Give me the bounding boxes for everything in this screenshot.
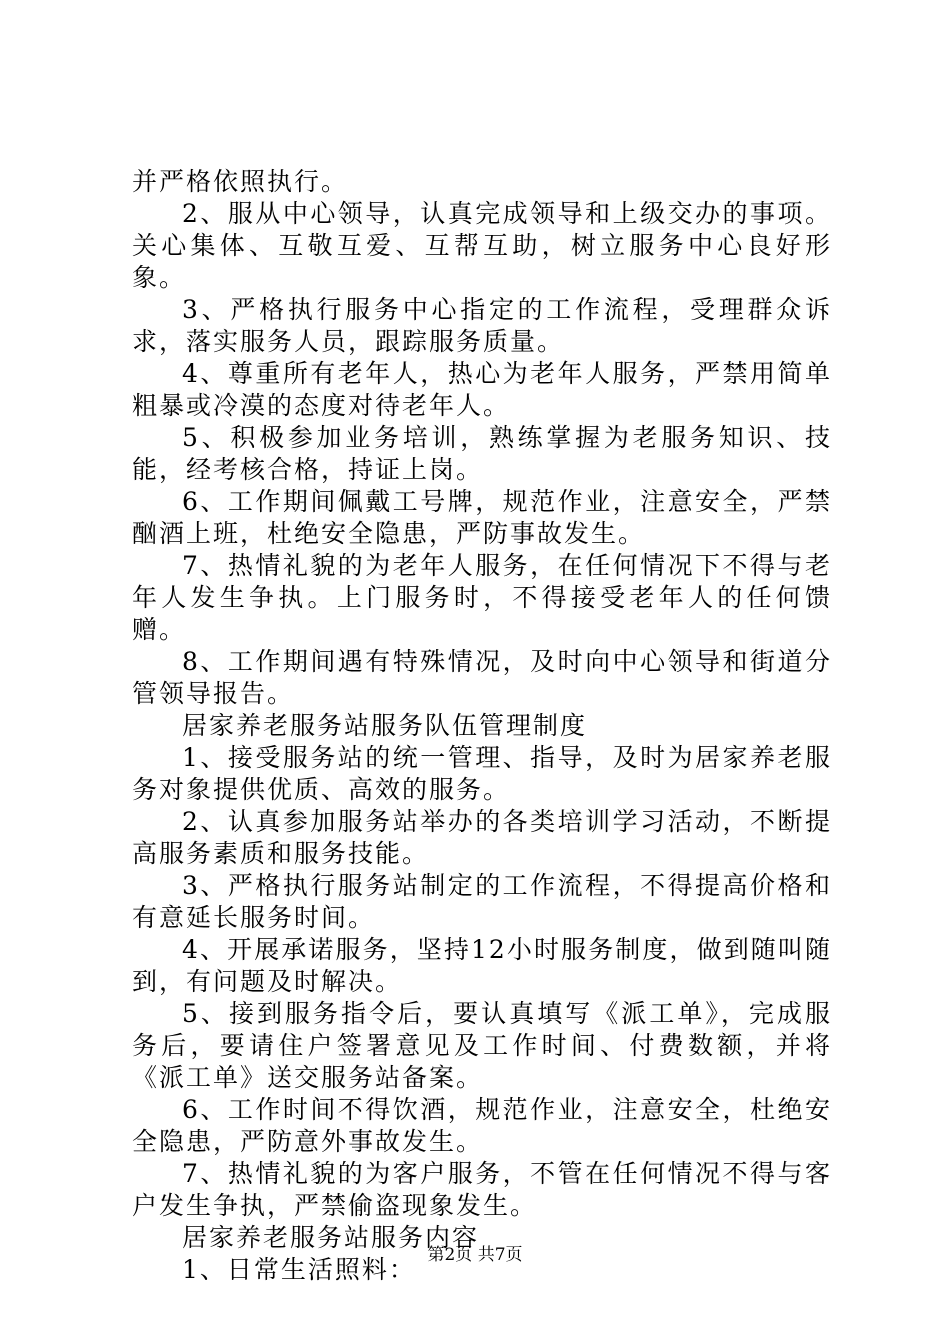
document-body [132,166,832,1286]
list-item: 6、工作期间佩戴工号牌，规范作业，注意安全，严禁酗酒上班，杜绝安全隐患，严防事故发生。 [132,487,832,548]
list-item: 8、工作期间遇有特殊情况，及时向中心领导和街道分管领导报告。 [132,647,832,708]
list-item: 7、热情礼貌的为客户服务，不管在任何情况不得与客户发生争执，严禁偷盗现象发生。 [132,1159,832,1220]
paragraph-continuation: 并严格依照执行。 [132,167,349,196]
section-heading: 居家养老服务站服务队伍管理制度 [182,711,588,740]
list-item: 4、开展承诺服务，坚持12小时服务制度，做到随叫随到，有问题及时解决。 [132,935,832,996]
list-item: 5、积极参加业务培训，熟练掌握为老服务知识、技能，经考核合格，持证上岗。 [132,423,832,484]
list-item: 1、日常生活照料： [182,1255,416,1284]
list-item: 2、服从中心领导，认真完成领导和上级交办的事项。关心集体、互敬互爱、互帮互助，树立服务中心良好形象。 [132,199,832,292]
section-heading: 居家养老服务站服务内容 [182,1223,480,1252]
list-item: 1、接受服务站的统一管理、指导，及时为居家养老服务对象提供优质、高效的服务。 [132,743,832,804]
list-item: 7、热情礼貌的为老年人服务，在任何情况下不得与老年人发生争执。上门服务时，不得接受老年人的任何馈赠。 [132,551,832,644]
list-item: 6、工作时间不得饮酒，规范作业，注意安全，杜绝安全隐患，严防意外事故发生。 [132,1095,832,1156]
list-item: 5、接到服务指令后，要认真填写《派工单》，完成服务后，要请住户签署意见及工作时间、付费数额，并将《派工单》送交服务站备案。 [132,999,832,1092]
page-number-footer: 第2页 共7页 [427,1245,523,1265]
list-item: 2、认真参加服务站举办的各类培训学习活动，不断提高服务素质和服务技能。 [132,807,832,868]
list-item: 3、严格执行服务中心指定的工作流程，受理群众诉求，落实服务人员，跟踪服务质量。 [132,295,832,356]
list-item: 3、严格执行服务站制定的工作流程，不得提高价格和有意延长服务时间。 [132,871,832,932]
list-item: 4、尊重所有老年人，热心为老年人服务，严禁用简单粗暴或冷漠的态度对待老年人。 [132,359,832,420]
